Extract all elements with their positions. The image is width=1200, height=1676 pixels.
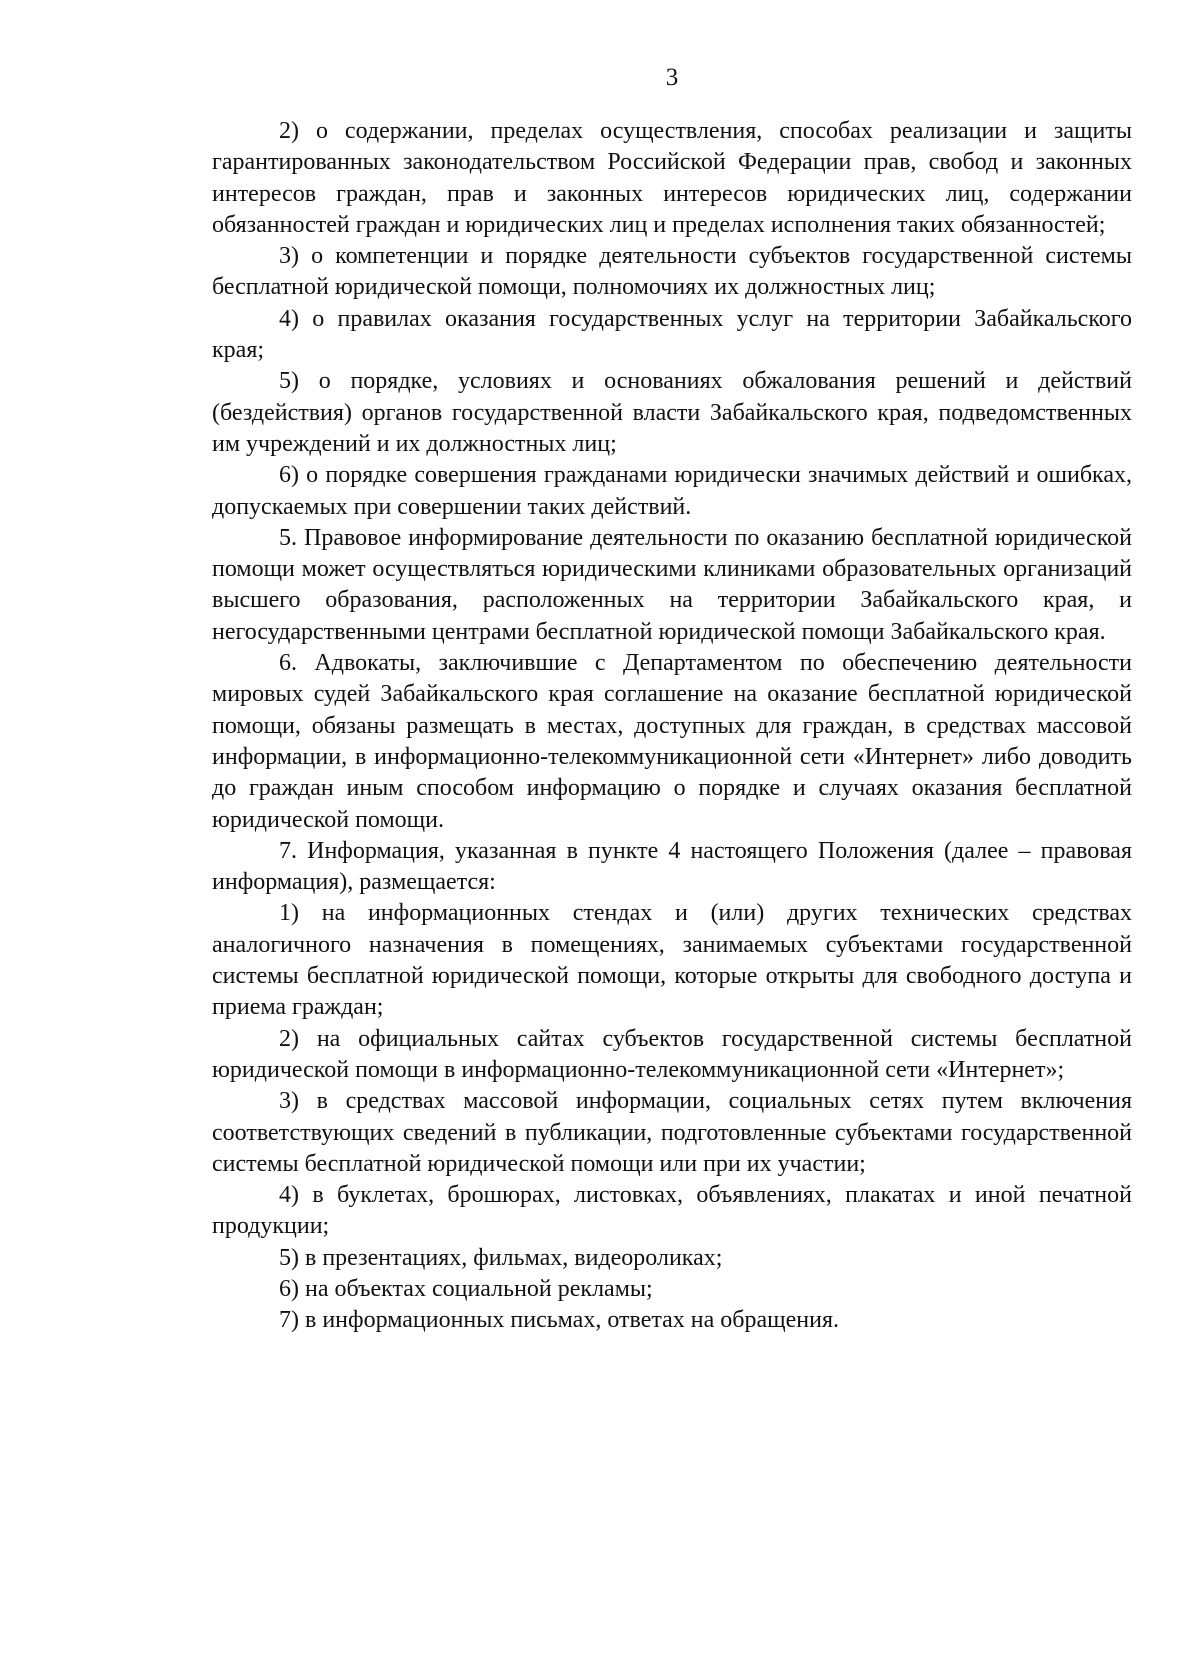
paragraph-item-7-information-letters: 7) в информационных письмах, ответах на обращения. [279,1307,840,1334]
document-page [212,62,1132,1337]
paragraph-item-2-content-of-rights: 2) о содержании, пределах осуществления, способах реализации и защиты гарантированных законодательством Российской Федерации прав, свобод и законных интересов граждан, прав и законных интересов юридических лиц, содержании обязанностей граждан и юридических лиц и пределах исполнения таких обязанностей; [212,118,1132,238]
paragraph-section-7-legal-information: 7. Информация, указанная в пункте 4 настоящего Положения (далее – правовая информация), размещается: [212,837,1132,896]
paragraph-item-3-competence: 3) о компетенции и порядке деятельности субъектов государственной системы бесплатной юридической помощи, полномочиях их должностных лиц; [212,243,1132,301]
paragraph-item-1-info-stands: 1) на информационных стендах и (или) других технических средствах аналогичного назначения в помещениях, занимаемых субъектами государственной системы бесплатной юридической помощи, которые открыты для свободного доступа и приема граждан; [212,900,1132,1021]
paragraph-section-5-legal-clinics: 5. Правовое информирование деятельности по оказанию бесплатной юридической помощи может осуществляться юридическими клиниками образовательных организаций высшего образования, расположенных на территории Забайкальского края, и негосударственными центрами бесплатной юридической помощи Забайкальского края. [212,524,1132,645]
paragraph-item-4-state-services: 4) о правилах оказания государственных услуг на территории Забайкальского края; [212,305,1132,364]
paragraph-item-6-social-advertising: 6) на объектах социальной рекламы; [279,1275,653,1302]
paragraph-item-2-official-sites: 2) на официальных сайтах субъектов государственной системы бесплатной юридической помощи в информационно-телекоммуникационной сети «Интернет»; [212,1025,1132,1083]
paragraph-item-3-mass-media: 3) в средствах массовой информации, социальных сетях путем включения соответствующих сведений в публикации, подготовленные субъектами государственной системы бесплатной юридической помощи или при их участии; [212,1088,1132,1177]
paragraph-item-5-appeal-procedure: 5) о порядке, условиях и основаниях обжалования решений и действий (бездействия) органов государственной власти Забайкальского края, подведомственных им учреждений и их должностных лиц; [212,368,1132,457]
page-number: 3 [665,64,679,91]
paragraph-item-5-presentations: 5) в презентациях, фильмах, видеороликах; [279,1244,723,1271]
paragraph-item-4-printed-products: 4) в буклетах, брошюрах, листовках, объявлениях, плакатах и иной печатной продукции; [212,1182,1132,1240]
paragraph-item-6-legal-actions: 6) о порядке совершения гражданами юридически значимых действий и ошибках, допускаемых при совершении таких действий. [212,462,1132,520]
paragraph-section-6-advocates: 6. Адвокаты, заключившие с Департаментом по обеспечению деятельности мировых судей Забайкальского края соглашение на оказание бесплатной юридической помощи, обязаны размещать в местах, доступных для граждан, в средствах массовой информации, в информационно-телекоммуникационной сети «Интернет» либо доводить до граждан иным способом информацию о порядке и случаях оказания бесплатной юридической помощи. [212,650,1132,833]
